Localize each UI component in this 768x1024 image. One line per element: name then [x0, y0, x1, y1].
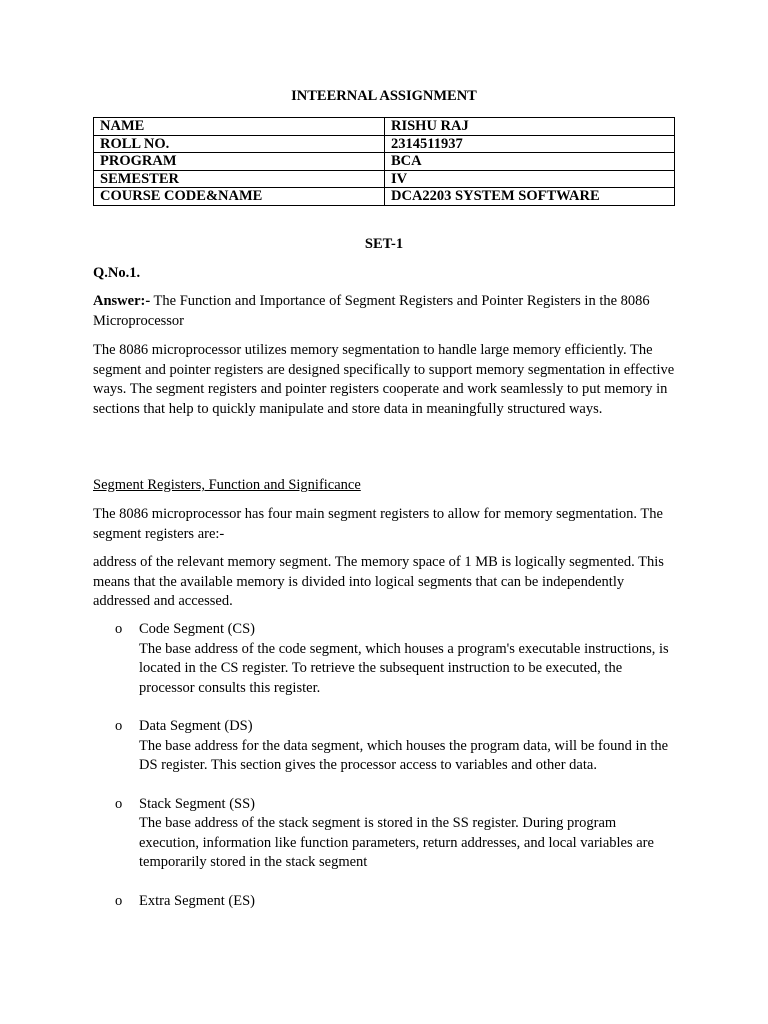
table-row: [94, 153, 675, 171]
student-info-table: [93, 117, 675, 206]
list-item: [93, 795, 677, 873]
answer-label: Answer:-: [93, 293, 151, 309]
table-row: [94, 188, 675, 206]
section-heading: Segment Registers, Function and Significance: [93, 477, 361, 493]
bullet-icon: o: [115, 892, 123, 909]
list-item: [93, 620, 677, 698]
list-item-title: Extra Segment (ES): [139, 892, 255, 909]
info-key: SEMESTER: [94, 170, 385, 188]
list-item-title: Data Segment (DS): [139, 718, 253, 734]
table-row: [94, 118, 675, 136]
list-item: [93, 717, 677, 776]
segmentation-paragraph: address of the relevant memory segment. The memory space of 1 MB is logically segmented. This means that the available memory is divided into logical segments that can be independently addressed and accessed.: [93, 554, 664, 609]
list-item-description: The base address for the data segment, which houses the program data, will be found in the DS register. This section gives the processor access to variables and other data.: [139, 737, 669, 773]
bullet-icon: o: [115, 621, 123, 637]
intro-paragraph: The 8086 microprocessor utilizes memory segmentation to handle large memory efficiently. The segment and pointer registers are designed specifically to support memory segmentation in effective ways. The segment registers and pointer registers cooperate and work seamlessly to put memory in sections that help to quickly manipulate and store data in meaningfully structured ways.: [93, 342, 675, 417]
list-item: [93, 892, 677, 912]
answer-intro: [93, 292, 677, 331]
list-item-description: The base address of the stack segment is stored in the SS register. During program execution, information like function parameters, return addresses, and local variables are temporarily stored in the stack segment: [139, 815, 654, 870]
list-item-title: Code Segment (CS): [139, 621, 255, 637]
answer-text: The Function and Importance of Segment Registers and Pointer Registers in the 8086 Microprocessor: [93, 293, 650, 329]
table-row: [94, 135, 675, 153]
info-value: 2314511937: [385, 135, 675, 153]
bullet-icon: o: [115, 718, 123, 734]
info-value: IV: [385, 170, 675, 188]
info-key: PROGRAM: [94, 153, 385, 171]
set-title: SET-1: [364, 236, 404, 252]
list-item-title: Stack Segment (SS): [139, 795, 255, 812]
info-key: NAME: [94, 118, 385, 136]
info-key: ROLL NO.: [94, 135, 385, 153]
info-value: BCA: [385, 153, 675, 171]
segment-intro-paragraph: The 8086 microprocessor has four main segment registers to allow for memory segmentation. The segment registers are:-: [93, 506, 663, 542]
segment-register-list: [93, 620, 677, 930]
info-value: RISHU RAJ: [385, 118, 675, 136]
list-item-description: The base address of the code segment, which houses a program's executable instructions, is located in the CS register. To retrieve the subsequent instruction to be executed, the processor consults this register.: [139, 640, 669, 696]
info-value: DCA2203 SYSTEM SOFTWARE: [385, 188, 675, 206]
table-row: [94, 170, 675, 188]
info-key: COURSE CODE&NAME: [94, 188, 385, 206]
question-number: Q.No.1.: [93, 265, 141, 281]
document-title: INTEERNAL ASSIGNMENT: [291, 88, 477, 104]
bullet-icon: o: [115, 795, 123, 812]
